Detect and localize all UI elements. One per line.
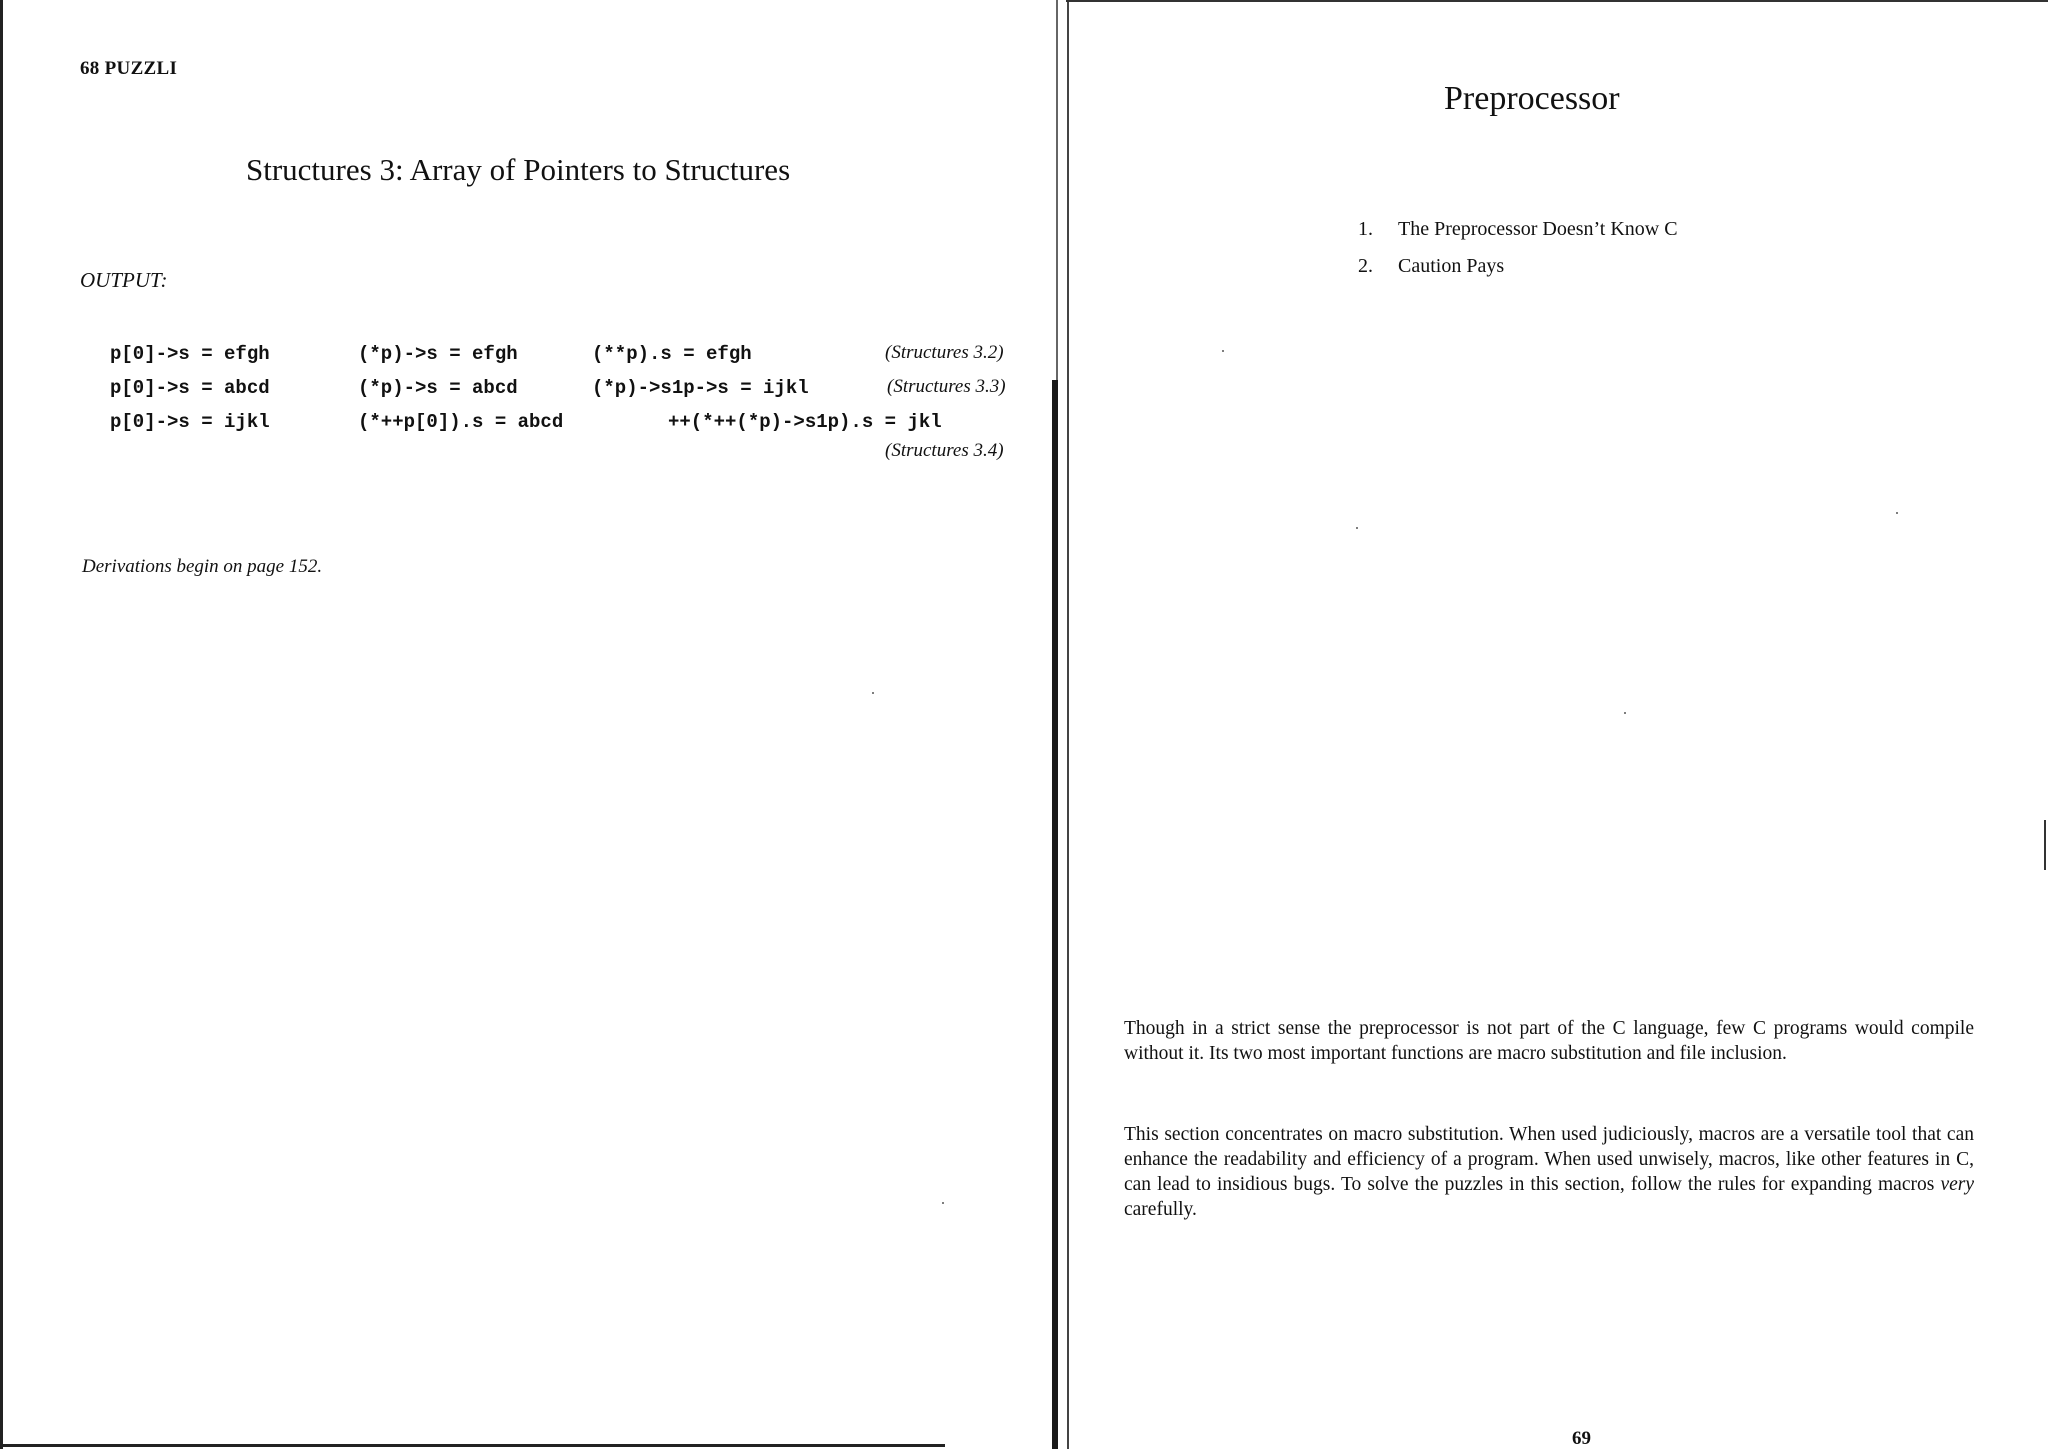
chapter-contents [1358,218,1678,292]
scan-speck [1624,712,1626,714]
output-row-3-col-3: ++(*++(*p)->s1p).s = jkl [668,411,942,433]
output-row-1-ref: (Structures 3.2) [885,342,1004,363]
page-number: 69 [1572,1428,1591,1449]
output-row-3-ref: (Structures 3.4) [885,440,1004,461]
paragraph-2-emphasis: very [1940,1174,1974,1195]
book-gutter [1047,0,1065,1449]
intro-paragraph-2 [1124,1122,1974,1222]
contents-item-number: 2. [1358,255,1373,277]
left-page-bottom-edge [0,1444,945,1447]
paragraph-2-text-end: carefully. [1124,1199,1197,1220]
output-row-2-col-1: p[0]->s = abcd [110,377,270,399]
right-page-top-edge [1066,0,2048,2]
contents-item-label: The Preprocessor Doesn’t Know C [1398,218,1678,240]
contents-item-label: Caution Pays [1398,255,1505,277]
output-row-3-col-2: (*++p[0]).s = abcd [358,411,564,433]
scan-speck [1356,527,1358,529]
running-head: 68 PUZZLI [80,58,178,79]
chapter-title: Preprocessor [1444,80,1620,117]
right-page [1066,0,2048,1449]
output-row-2-col-3: (*p)->s1p->s = ijkl [592,377,809,399]
output-row-2-ref: (Structures 3.3) [887,376,1006,397]
gutter-line-upper [1056,0,1058,380]
contents-item [1358,218,1678,241]
section-title: Structures 3: Array of Pointers to Structures [246,152,791,187]
scan-speck [942,1202,944,1204]
scan-speck [1896,512,1898,514]
paragraph-2-text-start: This section concentrates on macro substitution. When used judiciously, macros are a versatile tool that can enhance the readability and efficiency of a program. When used unwisely, macros, like other features in C, can lead to insidious bugs. To solve the puzzles in this section, follow the rules for expanding macros [1124,1124,1974,1195]
scan-speck [872,692,874,694]
gutter-line-lower [1052,380,1058,1449]
contents-item [1358,255,1678,278]
scan-speck [1222,350,1224,352]
intro-paragraph-1: Though in a strict sense the preprocessor is not part of the C language, few C programs would compile without it. Its two most important functions are macro substitution and file inclusion. [1124,1018,1974,1064]
output-row-1-col-1: p[0]->s = efgh [110,343,270,365]
output-row-3-col-1: p[0]->s = ijkl [110,411,270,433]
contents-item-number: 1. [1358,218,1373,240]
left-page-edge [0,0,3,1449]
output-row-2-col-2: (*p)->s = abcd [358,377,518,399]
right-page-edge-mark [2044,820,2046,870]
output-label: OUTPUT: [80,268,168,292]
output-row-1-col-2: (*p)->s = efgh [358,343,518,365]
output-row-1-col-3: (**p).s = efgh [592,343,752,365]
derivations-note: Derivations begin on page 152. [82,556,323,577]
